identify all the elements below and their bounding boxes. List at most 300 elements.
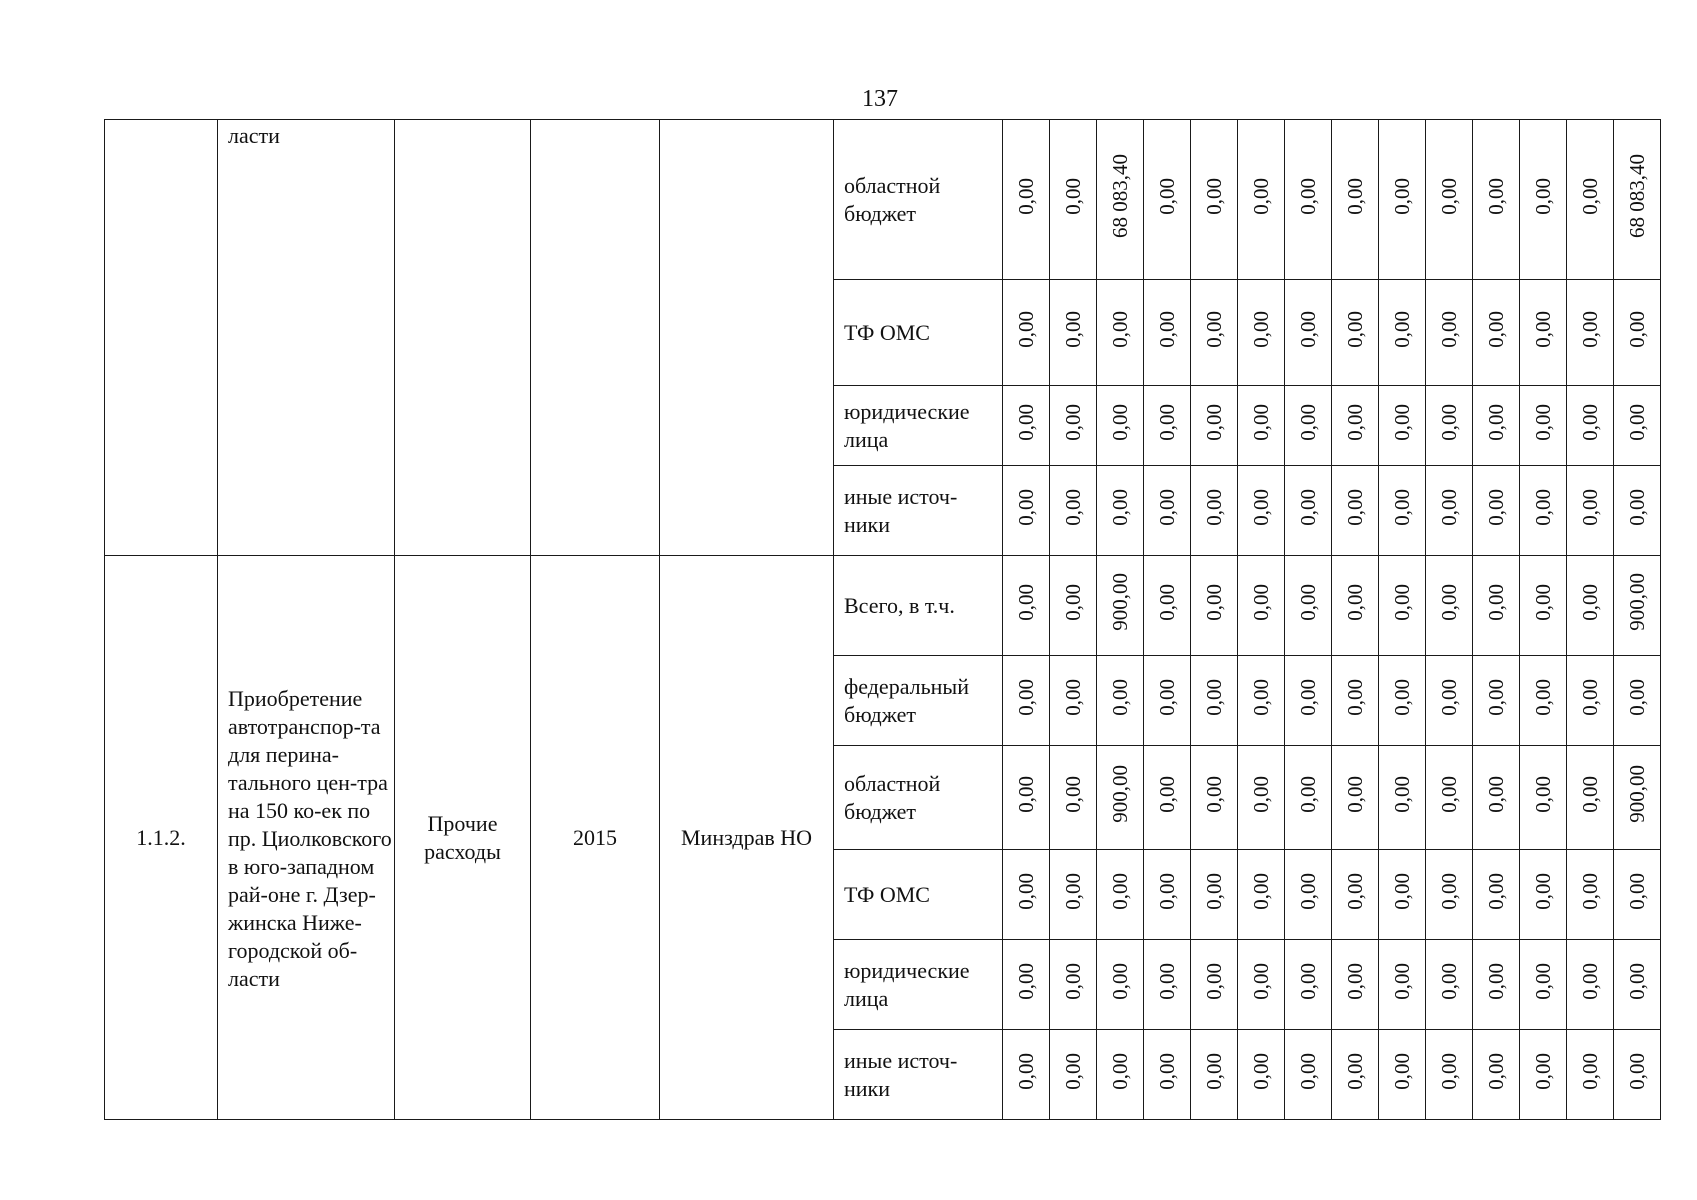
value-text: 0,00 (1061, 488, 1085, 526)
value-text: 0,00 (1061, 775, 1085, 813)
value-cell (1003, 1030, 1050, 1120)
value-text: 0,00 (1437, 872, 1461, 910)
value-cell (1285, 850, 1332, 940)
program-activities-table (104, 119, 1661, 1120)
value-cell (1567, 656, 1614, 746)
value-cell (1285, 656, 1332, 746)
value-cell (1238, 466, 1285, 556)
value-text: 0,00 (1108, 403, 1132, 441)
value-cell (1191, 120, 1238, 280)
value-text: 0,00 (1578, 310, 1602, 348)
value-text: 0,00 (1625, 403, 1649, 441)
value-cell (1332, 1030, 1379, 1120)
value-cell (1614, 940, 1661, 1030)
value-text: 0,00 (1343, 775, 1367, 813)
value-text: 0,00 (1108, 1052, 1132, 1090)
value-cell (1238, 120, 1285, 280)
value-text: 0,00 (1014, 962, 1038, 1000)
value-text: 0,00 (1108, 310, 1132, 348)
value-text: 68 083,40 (1625, 154, 1649, 238)
value-text: 0,00 (1296, 1052, 1320, 1090)
value-text: 0,00 (1155, 678, 1179, 716)
value-cell (1567, 850, 1614, 940)
value-cell (1332, 850, 1379, 940)
value-text: 0,00 (1296, 403, 1320, 441)
value-text: 0,00 (1484, 403, 1508, 441)
value-cell (1050, 850, 1097, 940)
value-text: 0,00 (1249, 488, 1273, 526)
value-cell (1238, 746, 1285, 850)
funding-source-cell: иные источ-ники (834, 1030, 1003, 1120)
table-row (105, 556, 1661, 656)
value-cell (1520, 120, 1567, 280)
value-text: 0,00 (1249, 583, 1273, 621)
value-cell (1050, 466, 1097, 556)
value-text: 0,00 (1249, 678, 1273, 716)
value-cell (1614, 1030, 1661, 1120)
value-cell (1426, 386, 1473, 466)
value-cell (1520, 850, 1567, 940)
value-text: 0,00 (1437, 310, 1461, 348)
value-text: 0,00 (1484, 583, 1508, 621)
value-cell (1332, 120, 1379, 280)
value-text: 0,00 (1484, 775, 1508, 813)
value-text: 0,00 (1249, 962, 1273, 1000)
value-text: 0,00 (1390, 1052, 1414, 1090)
value-cell (1144, 386, 1191, 466)
value-cell (1238, 1030, 1285, 1120)
value-text: 0,00 (1343, 678, 1367, 716)
value-cell (1379, 280, 1426, 386)
value-text: 0,00 (1155, 962, 1179, 1000)
value-cell (1520, 1030, 1567, 1120)
value-cell (1567, 120, 1614, 280)
value-cell (1614, 280, 1661, 386)
value-text: 0,00 (1578, 488, 1602, 526)
value-cell (1567, 466, 1614, 556)
value-cell (1238, 280, 1285, 386)
value-cell (1379, 656, 1426, 746)
value-cell (1473, 1030, 1520, 1120)
funding-source-cell: ТФ ОМС (834, 850, 1003, 940)
value-text: 0,00 (1390, 403, 1414, 441)
value-cell (1285, 280, 1332, 386)
value-cell (1426, 656, 1473, 746)
value-text: 0,00 (1484, 310, 1508, 348)
value-cell (1191, 556, 1238, 656)
value-cell (1614, 120, 1661, 280)
value-text: 0,00 (1484, 872, 1508, 910)
value-cell (1567, 1030, 1614, 1120)
value-cell (1003, 556, 1050, 656)
value-text: 0,00 (1249, 177, 1273, 215)
value-text: 0,00 (1531, 177, 1555, 215)
value-text: 900,00 (1108, 573, 1132, 631)
value-cell (1097, 746, 1144, 850)
value-text: 0,00 (1014, 403, 1038, 441)
value-cell (1144, 656, 1191, 746)
value-text: 0,00 (1343, 583, 1367, 621)
value-cell (1097, 656, 1144, 746)
value-text: 0,00 (1014, 775, 1038, 813)
value-text: 0,00 (1531, 775, 1555, 813)
value-cell (1520, 940, 1567, 1030)
value-cell (1285, 746, 1332, 850)
value-cell (1097, 466, 1144, 556)
value-cell (1520, 656, 1567, 746)
value-text: 0,00 (1531, 872, 1555, 910)
value-cell (1050, 656, 1097, 746)
value-cell (1473, 466, 1520, 556)
value-cell (1426, 466, 1473, 556)
value-text: 0,00 (1249, 403, 1273, 441)
table-body (105, 120, 1661, 1120)
value-cell (1285, 556, 1332, 656)
value-cell (1050, 940, 1097, 1030)
value-cell (1567, 386, 1614, 466)
value-text: 0,00 (1484, 962, 1508, 1000)
expense-type-cell: Прочие расходы (395, 556, 531, 1120)
value-cell (1097, 280, 1144, 386)
value-cell (1003, 940, 1050, 1030)
value-text: 0,00 (1390, 488, 1414, 526)
value-text: 0,00 (1437, 678, 1461, 716)
item-name-cell: Приобретение автотранспор-та для перина-тального цен-тра на 150 ко-ек по пр. Циолковского в юго-западном рай-оне г. Дзер-жинска Ниже-городской об-ласти (218, 556, 395, 1120)
value-cell (1003, 466, 1050, 556)
value-cell (1050, 386, 1097, 466)
value-cell (1050, 746, 1097, 850)
value-cell (1050, 280, 1097, 386)
value-cell (1097, 940, 1144, 1030)
value-cell (1285, 1030, 1332, 1120)
value-text: 0,00 (1014, 1052, 1038, 1090)
value-text: 0,00 (1390, 775, 1414, 813)
value-text: 0,00 (1014, 488, 1038, 526)
value-cell (1285, 466, 1332, 556)
value-text: 0,00 (1625, 310, 1649, 348)
value-text: 0,00 (1578, 678, 1602, 716)
funding-source-cell: ТФ ОМС (834, 280, 1003, 386)
value-text: 0,00 (1484, 1052, 1508, 1090)
value-text: 0,00 (1343, 488, 1367, 526)
value-text: 0,00 (1484, 177, 1508, 215)
value-text: 0,00 (1202, 962, 1226, 1000)
value-cell (1614, 656, 1661, 746)
funding-source-cell: областной бюджет (834, 746, 1003, 850)
value-text: 0,00 (1155, 177, 1179, 215)
value-text: 0,00 (1249, 872, 1273, 910)
value-text: 0,00 (1531, 962, 1555, 1000)
funding-source-cell: иные источ-ники (834, 466, 1003, 556)
value-text: 0,00 (1343, 310, 1367, 348)
value-text: 0,00 (1437, 962, 1461, 1000)
value-text: 0,00 (1061, 678, 1085, 716)
value-text: 0,00 (1202, 872, 1226, 910)
value-text: 0,00 (1484, 678, 1508, 716)
year-cell: 2015 (531, 556, 660, 1120)
value-text: 0,00 (1390, 310, 1414, 348)
value-text: 0,00 (1625, 488, 1649, 526)
value-text: 0,00 (1014, 177, 1038, 215)
value-cell (1379, 746, 1426, 850)
value-cell (1379, 120, 1426, 280)
value-text: 0,00 (1390, 177, 1414, 215)
value-text: 0,00 (1202, 310, 1226, 348)
value-cell (1473, 120, 1520, 280)
value-text: 0,00 (1014, 872, 1038, 910)
value-text: 0,00 (1343, 872, 1367, 910)
value-text: 0,00 (1578, 177, 1602, 215)
value-cell (1238, 940, 1285, 1030)
value-cell (1520, 746, 1567, 850)
executor-cell: Минздрав НО (660, 556, 834, 1120)
value-cell (1003, 746, 1050, 850)
value-cell (1097, 386, 1144, 466)
value-cell (1097, 120, 1144, 280)
value-text: 900,00 (1625, 573, 1649, 631)
value-cell (1238, 656, 1285, 746)
value-text: 0,00 (1531, 678, 1555, 716)
value-cell (1144, 120, 1191, 280)
value-cell (1097, 850, 1144, 940)
value-text: 0,00 (1437, 403, 1461, 441)
value-cell (1379, 1030, 1426, 1120)
value-text: 0,00 (1249, 775, 1273, 813)
value-cell (1473, 556, 1520, 656)
value-text: 0,00 (1014, 678, 1038, 716)
value-cell (1332, 940, 1379, 1030)
value-cell (1473, 656, 1520, 746)
value-text: 0,00 (1296, 488, 1320, 526)
value-text: 0,00 (1343, 1052, 1367, 1090)
value-text: 0,00 (1390, 583, 1414, 621)
value-cell (1426, 940, 1473, 1030)
value-text: 0,00 (1061, 872, 1085, 910)
value-text: 0,00 (1202, 177, 1226, 215)
value-cell (1285, 120, 1332, 280)
value-cell (1567, 940, 1614, 1030)
value-cell (1050, 1030, 1097, 1120)
value-text: 0,00 (1202, 1052, 1226, 1090)
value-text: 0,00 (1061, 962, 1085, 1000)
value-cell (1567, 280, 1614, 386)
value-text: 0,00 (1296, 678, 1320, 716)
value-text: 0,00 (1155, 583, 1179, 621)
value-cell (1097, 1030, 1144, 1120)
value-cell (1567, 746, 1614, 850)
value-cell (1473, 386, 1520, 466)
value-text: 0,00 (1578, 1052, 1602, 1090)
value-cell (1144, 940, 1191, 1030)
value-cell (1332, 556, 1379, 656)
value-text: 0,00 (1296, 310, 1320, 348)
value-text: 0,00 (1296, 775, 1320, 813)
value-cell (1614, 556, 1661, 656)
value-text: 0,00 (1437, 488, 1461, 526)
value-text: 0,00 (1155, 310, 1179, 348)
value-text: 0,00 (1061, 583, 1085, 621)
value-text: 0,00 (1578, 872, 1602, 910)
value-cell (1003, 386, 1050, 466)
value-cell (1003, 120, 1050, 280)
value-text: 900,00 (1108, 765, 1132, 823)
value-cell (1191, 850, 1238, 940)
value-text: 0,00 (1249, 310, 1273, 348)
value-cell (1238, 850, 1285, 940)
value-cell (1144, 1030, 1191, 1120)
value-cell (1003, 280, 1050, 386)
value-text: 0,00 (1578, 775, 1602, 813)
value-cell (1332, 466, 1379, 556)
value-cell (1285, 940, 1332, 1030)
value-cell (1332, 280, 1379, 386)
value-cell (1238, 556, 1285, 656)
value-text: 0,00 (1531, 403, 1555, 441)
value-text: 0,00 (1014, 583, 1038, 621)
value-text: 0,00 (1343, 403, 1367, 441)
value-cell (1191, 746, 1238, 850)
value-text: 0,00 (1155, 403, 1179, 441)
value-text: 0,00 (1061, 177, 1085, 215)
value-text: 0,00 (1202, 488, 1226, 526)
value-cell (1191, 1030, 1238, 1120)
value-cell (1426, 1030, 1473, 1120)
value-text: 0,00 (1014, 310, 1038, 348)
value-text: 0,00 (1343, 962, 1367, 1000)
value-text: 0,00 (1296, 177, 1320, 215)
value-cell (1050, 120, 1097, 280)
value-cell (1285, 386, 1332, 466)
year-cell (531, 120, 660, 556)
value-cell (1191, 386, 1238, 466)
value-cell (1379, 386, 1426, 466)
value-cell (1614, 466, 1661, 556)
value-cell (1426, 120, 1473, 280)
value-text: 0,00 (1061, 310, 1085, 348)
value-cell (1426, 556, 1473, 656)
funding-source-cell: юридические лица (834, 940, 1003, 1030)
funding-source-cell: федеральный бюджет (834, 656, 1003, 746)
value-cell (1520, 466, 1567, 556)
value-cell (1520, 386, 1567, 466)
value-text: 0,00 (1296, 962, 1320, 1000)
value-text: 0,00 (1531, 583, 1555, 621)
value-text: 0,00 (1202, 403, 1226, 441)
value-cell (1144, 746, 1191, 850)
value-cell (1332, 656, 1379, 746)
value-text: 0,00 (1108, 488, 1132, 526)
value-cell (1003, 656, 1050, 746)
value-text: 0,00 (1155, 488, 1179, 526)
value-text: 0,00 (1625, 1052, 1649, 1090)
funding-source-cell: Всего, в т.ч. (834, 556, 1003, 656)
value-text: 0,00 (1578, 583, 1602, 621)
value-text: 0,00 (1531, 488, 1555, 526)
expense-type-cell (395, 120, 531, 556)
value-cell (1614, 850, 1661, 940)
table-row (105, 120, 1661, 280)
value-text: 0,00 (1390, 678, 1414, 716)
executor-cell (660, 120, 834, 556)
value-text: 68 083,40 (1108, 154, 1132, 238)
value-cell (1238, 386, 1285, 466)
value-cell (1191, 656, 1238, 746)
value-cell (1332, 746, 1379, 850)
value-cell (1379, 556, 1426, 656)
value-cell (1144, 556, 1191, 656)
value-text: 0,00 (1343, 177, 1367, 215)
value-cell (1003, 850, 1050, 940)
value-cell (1473, 940, 1520, 1030)
value-cell (1191, 280, 1238, 386)
value-cell (1379, 940, 1426, 1030)
value-text: 0,00 (1202, 583, 1226, 621)
value-text: 0,00 (1155, 775, 1179, 813)
page-number: 137 (862, 86, 898, 112)
item-number-cell (105, 120, 218, 556)
value-cell (1426, 280, 1473, 386)
value-text: 0,00 (1108, 678, 1132, 716)
value-text: 0,00 (1625, 962, 1649, 1000)
value-cell (1473, 280, 1520, 386)
value-cell (1050, 556, 1097, 656)
item-number-cell: 1.1.2. (105, 556, 218, 1120)
value-cell (1614, 746, 1661, 850)
value-cell (1332, 386, 1379, 466)
value-cell (1191, 940, 1238, 1030)
value-text: 0,00 (1061, 403, 1085, 441)
value-text: 0,00 (1437, 1052, 1461, 1090)
value-cell (1191, 466, 1238, 556)
value-text: 0,00 (1249, 1052, 1273, 1090)
value-cell (1426, 746, 1473, 850)
value-text: 0,00 (1061, 1052, 1085, 1090)
value-cell (1426, 850, 1473, 940)
value-text: 0,00 (1625, 872, 1649, 910)
value-text: 0,00 (1202, 678, 1226, 716)
value-text: 0,00 (1296, 583, 1320, 621)
value-text: 0,00 (1155, 1052, 1179, 1090)
value-cell (1520, 280, 1567, 386)
value-text: 0,00 (1578, 403, 1602, 441)
value-cell (1520, 556, 1567, 656)
value-text: 0,00 (1531, 310, 1555, 348)
value-text: 0,00 (1202, 775, 1226, 813)
value-cell (1473, 850, 1520, 940)
value-text: 0,00 (1108, 872, 1132, 910)
value-cell (1097, 556, 1144, 656)
value-cell (1144, 466, 1191, 556)
value-cell (1379, 850, 1426, 940)
value-text: 0,00 (1108, 962, 1132, 1000)
value-text: 0,00 (1155, 872, 1179, 910)
value-text: 0,00 (1296, 872, 1320, 910)
value-text: 900,00 (1625, 765, 1649, 823)
item-name-cell: ласти (218, 120, 395, 556)
value-text: 0,00 (1578, 962, 1602, 1000)
value-cell (1473, 746, 1520, 850)
value-cell (1144, 850, 1191, 940)
value-cell (1144, 280, 1191, 386)
value-cell (1379, 466, 1426, 556)
funding-source-cell: юридические лица (834, 386, 1003, 466)
value-text: 0,00 (1625, 678, 1649, 716)
value-text: 0,00 (1437, 177, 1461, 215)
value-text: 0,00 (1390, 962, 1414, 1000)
value-text: 0,00 (1437, 583, 1461, 621)
value-text: 0,00 (1390, 872, 1414, 910)
value-text: 0,00 (1531, 1052, 1555, 1090)
